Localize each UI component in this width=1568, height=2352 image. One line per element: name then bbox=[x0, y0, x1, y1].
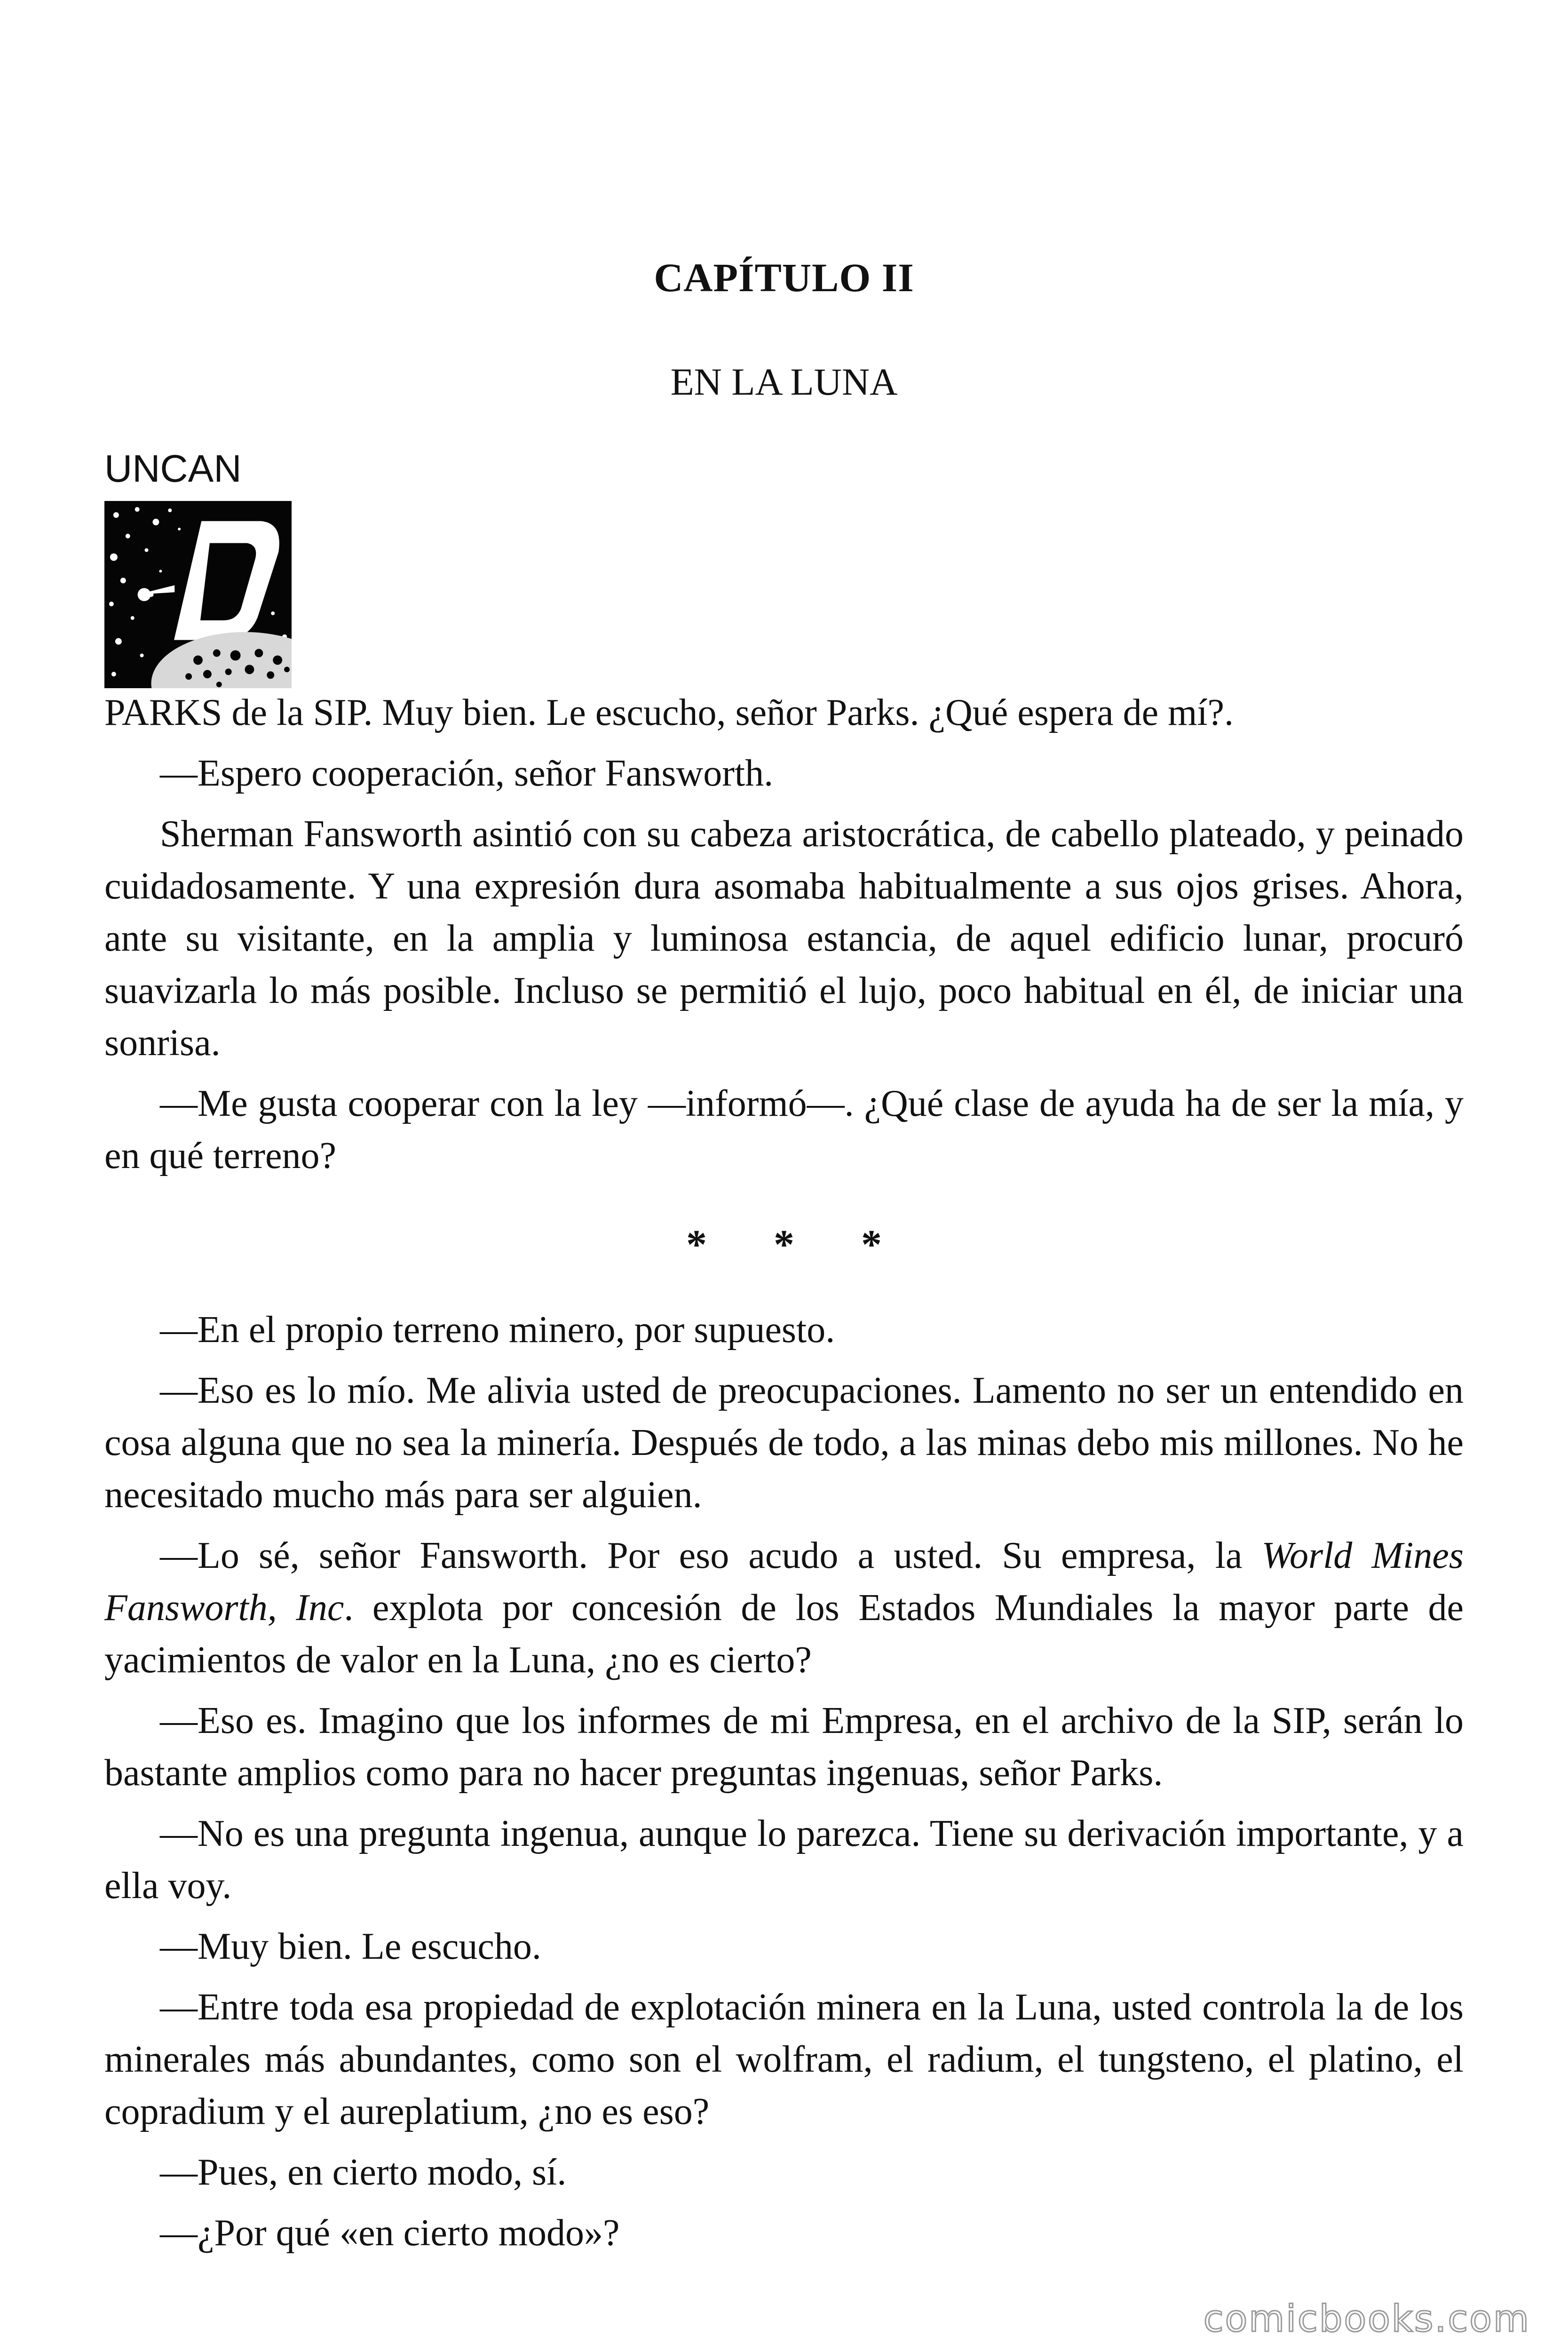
paragraph: —Espero cooperación, señor Fansworth. bbox=[160, 753, 774, 794]
paragraph: —En el propio terreno minero, por supuesto. bbox=[160, 1309, 835, 1351]
paragraph bbox=[104, 1530, 1464, 1686]
paragraph: —¿Por qué «en cierto modo»? bbox=[160, 2212, 620, 2254]
paragraph: —No es una pregunta ingenua, aunque lo parezca. Tiene su derivación importante, y a ella voy. bbox=[104, 1813, 1464, 1907]
paragraph: —Pues, en cierto modo, sí. bbox=[160, 2152, 567, 2193]
paragraph-text: —Lo sé, señor Fansworth. Por eso acudo a usted. Su empresa, la bbox=[160, 1535, 1262, 1576]
paragraph: —Eso es. Imagino que los informes de mi Empresa, en el archivo de la SIP, serán lo bastante amplios como para no hacer preguntas ingenuas, señor Parks. bbox=[104, 1700, 1464, 1794]
paragraph: —Eso es lo mío. Me alivia usted de preocupaciones. Lamento no ser un entendido en cosa alguna que no sea la minería. Después de todo, a las minas debo mis millones. No he necesitado mucho más para ser alguien. bbox=[104, 1370, 1464, 1516]
chapter-subtitle: EN LA LUNA bbox=[670, 360, 898, 403]
paragraph: PARKS de la SIP. Muy bien. Le escucho, señor Parks. ¿Qué espera de mí?. bbox=[104, 692, 1234, 733]
dropcap-word-fragment: UNCAN bbox=[104, 447, 242, 490]
chapter-title: CAPÍTULO II bbox=[654, 255, 914, 300]
scene-separator: * * * bbox=[686, 1222, 882, 1268]
company-name-italic: World Mines Fansworth, Inc bbox=[104, 1535, 1464, 1629]
paragraph-text: . explota por concesión de los Estados Mundiales la mayor parte de yacimientos de valor en la Luna, ¿no es cierto? bbox=[104, 1587, 1464, 1681]
watermark: comicbooks.com bbox=[1203, 2298, 1530, 2340]
body-text bbox=[104, 687, 1464, 2268]
paragraph: —Me gusta cooperar con la ley —informó—. ¿Qué clase de ayuda ha de ser la mía, y en qué terreno? bbox=[104, 1083, 1464, 1176]
dropcap-d-moon-illustration bbox=[104, 501, 292, 688]
paragraph: —Entre toda esa propiedad de explotación minera en la Luna, usted controla la de los minerales más abundantes, como son el wolfram, el radium, el tungsteno, el platino, el copradium y el aureplatium, ¿no es eso? bbox=[104, 1986, 1464, 2132]
paragraph: Sherman Fansworth asintió con su cabeza aristocrática, de cabello plateado, y peinado cuidadosamente. Y una expresión dura asomaba habitualmente a sus ojos grises. Ahora, ante su visitante, en la amplia y luminosa estancia, de aquel edificio lunar, procuró suavizarla lo más posible. Incluso se permitió el lujo, poco habitual en él, de iniciar una sonrisa. bbox=[104, 813, 1464, 1064]
paragraph: —Muy bien. Le escucho. bbox=[160, 1926, 541, 1967]
